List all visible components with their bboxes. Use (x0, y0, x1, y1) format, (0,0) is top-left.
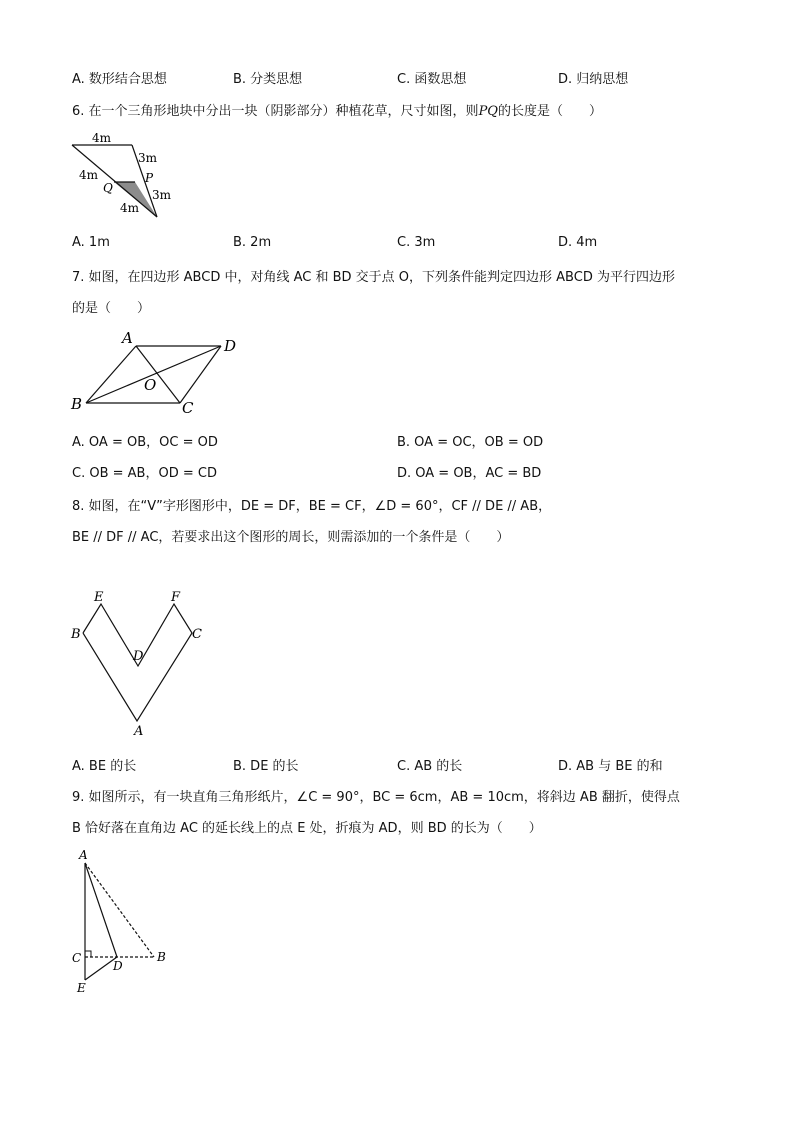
q8-option-a: A. BE 的长 (72, 759, 137, 774)
q6-label-p: P (145, 171, 154, 185)
q6-figure (62, 126, 192, 222)
q6-text-after: 的长度是（ ） (497, 104, 602, 119)
q9-figure (66, 846, 176, 998)
q9-stem-line2: B 恰好落在直角边 AC 的延长线上的点 E 处，折痕为 AD，则 BD 的长为（ ） (72, 821, 542, 836)
q8-stem-line1: 8. 如图，在“V”字形图形中，DE = DF，BE = CF，∠D = 60°，CF // DE // AB， (72, 499, 552, 514)
q8-label-e: E (94, 590, 104, 605)
q6-number: 6. (72, 104, 85, 119)
q8-label-a: A (134, 724, 144, 739)
q8-option-d: D. AB 与 BE 的和 (558, 759, 663, 774)
q9-label-e: E (77, 981, 86, 995)
q8-label-d: D (133, 649, 144, 664)
q8-label-b: B (71, 627, 81, 642)
q9-label-c: C (72, 951, 82, 965)
q7-label-c: C (182, 399, 194, 417)
q7-stem-line1: 7. 如图，在四边形 ABCD 中，对角线 AC 和 BD 交于点 O，下列条件能判定四边形 ABCD 为平行四边形 (72, 270, 675, 285)
q7-label-d: D (224, 337, 237, 355)
q6-option-a: A. 1m (72, 235, 110, 250)
q7-stem-line2: 的是（ ） (72, 301, 151, 316)
q6-var-pq: PQ (478, 104, 498, 119)
q8-option-b: B. DE 的长 (233, 759, 299, 774)
q6-label-q: Q (103, 181, 113, 195)
q8-label-f: F (171, 590, 181, 605)
q5-option-b: B. 分类思想 (233, 72, 303, 87)
q8-figure (64, 584, 214, 740)
q9-stem-line1: 9. 如图所示，有一块直角三角形纸片，∠C = 90°，BC = 6cm，AB = 10cm，将斜边 AB 翻折，使得点 (72, 790, 680, 805)
q7-option-a: A. OA = OB，OC = OD (72, 435, 218, 450)
q9-label-d: D (113, 959, 123, 973)
q7-option-c: C. OB = AB，OD = CD (72, 466, 217, 481)
q8-stem-line2: BE // DF // AC，若要求出这个图形的周长，则需添加的一个条件是（ ） (72, 530, 510, 545)
q6-option-d: D. 4m (558, 235, 598, 250)
q5-option-d: D. 归纳思想 (558, 72, 629, 87)
q7-label-b: B (71, 395, 83, 413)
q6-label-right-top: 3m (138, 151, 158, 165)
q7-option-b: B. OA = OC，OB = OD (397, 435, 544, 450)
q7-figure (64, 326, 248, 418)
q7-label-a: A (122, 329, 133, 347)
q9-label-a: A (79, 848, 88, 862)
q7-option-d: D. OA = OB，AC = BD (397, 466, 542, 481)
q6-label-right-bottom: 3m (152, 188, 172, 202)
q6-stem (72, 100, 602, 119)
q7-label-o: O (144, 376, 157, 394)
q6-text-before: 在一个三角形地块中分出一块（阴影部分）种植花草，尺寸如图，则 (88, 104, 479, 119)
q8-option-c: C. AB 的长 (397, 759, 463, 774)
q5-option-c: C. 函数思想 (397, 72, 467, 87)
q6-option-c: C. 3m (397, 235, 436, 250)
q6-option-b: B. 2m (233, 235, 272, 250)
q5-option-a: A. 数形结合思想 (72, 72, 167, 87)
q9-label-b: B (157, 950, 166, 964)
q6-label-top: 4m (92, 131, 112, 145)
q8-label-c: C (192, 627, 202, 642)
q6-label-left: 4m (79, 168, 99, 182)
q6-label-bottom: 4m (120, 201, 140, 215)
